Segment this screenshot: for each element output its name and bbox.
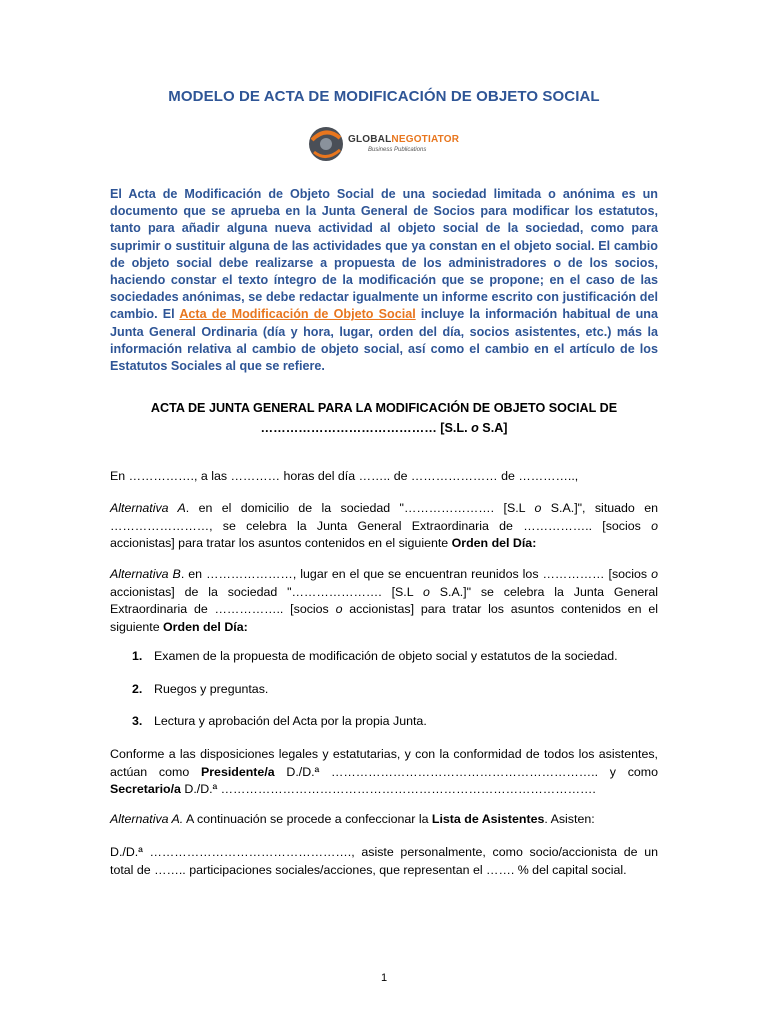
acta-link[interactable]: Acta de Modificación de Objeto Social: [179, 307, 416, 322]
agenda-item: 3. Lectura y aprobación del Acta por la propia Junta.: [132, 714, 427, 728]
page-number: 1: [380, 972, 388, 984]
alternative-a-paragraph: Alternativa A. en el domicilio de la sociedad "…………………. [S.L o S.A.]", situado en ……………………, se celebra la Junta General Extraordinaria de …………….. [socios o accionistas] para tratar los asuntos contenidos en el siguiente Orden del Día:: [110, 501, 658, 551]
document-title: MODELO DE ACTA DE MODIFICACIÓN DE OBJETO SOCIAL: [168, 88, 600, 105]
attendee-paragraph: D./D.ª …………………………………………., asiste personalmente, como socio/accionista de un total de …….. participaciones sociales/acciones, que representan el ……. % del capital social.: [110, 845, 658, 877]
attendee-list-intro: Alternativa A. A continuación se procede a confeccionar la Lista de Asistentes. Asisten:: [110, 812, 595, 826]
alternative-b-paragraph: Alternativa B. en …………………, lugar en el que se encuentran reunidos los …………… [socios o accionistas] de la sociedad "…………………. [S.L o S.A.]" se celebra la Junta General Extraordinaria de …………….. [socios o accionistas] para tratar los asuntos contenidos en el siguiente Orden del Día:: [110, 567, 659, 634]
logo-subtitle: Business Publications: [368, 147, 427, 153]
date-paragraph: En ……………., a las ………… horas del día …….. de ………………… de …………..,: [110, 469, 579, 483]
intro-paragraph: El Acta de Modificación de Objeto Social de una sociedad limitada o anónima es un documento que se aprueba en la Junta General de Socios para modificar los estatutos, tanto para añadir alguna nueva actividad al objeto social de la sociedad, como para suprimir o sustituir alguna de las actividades que ya constan en el objeto social. El cambio de objeto social debe realizarse a propuesta de los administradores o de los socios, haciendo constar el texto íntegro de la modificación que se propone; en el caso de las sociedades anónimas, se debe redactar igualmente un informe escrito con justificación del cambio. El Acta de Modificación de Objeto Social incluye la información habitual de una Junta General Ordinaria (día y hora, lugar, orden del día, socios asistentes, etc.) más la información relativa al cambio de objeto social, así como el cambio en el artículo de los Estatutos Sociales al que se refiere.: [110, 187, 658, 374]
logo-wordmark: GLOBALNEGOTIATOR: [348, 134, 460, 145]
conforme-paragraph: Conforme a las disposiciones legales y estatutarias, y con la conformidad de todos los asistentes, actúan como Presidente/a D./D.ª ……………………………………………………….. y como Secretario/a D./D.ª ……………………………………………………………………………….: [110, 747, 658, 797]
acta-heading: ACTA DE JUNTA GENERAL PARA LA MODIFICACIÓN DE OBJETO SOCIAL DE …………………………………… [S.L. o S.A]: [150, 401, 618, 435]
agenda-item: 2. Ruegos y preguntas.: [132, 682, 269, 696]
globe-logo-icon: [306, 122, 346, 166]
agenda-item: 1. Examen de la propuesta de modificación de objeto social y estatutos de la sociedad.: [132, 649, 618, 663]
global-negotiator-logo: [306, 122, 466, 166]
